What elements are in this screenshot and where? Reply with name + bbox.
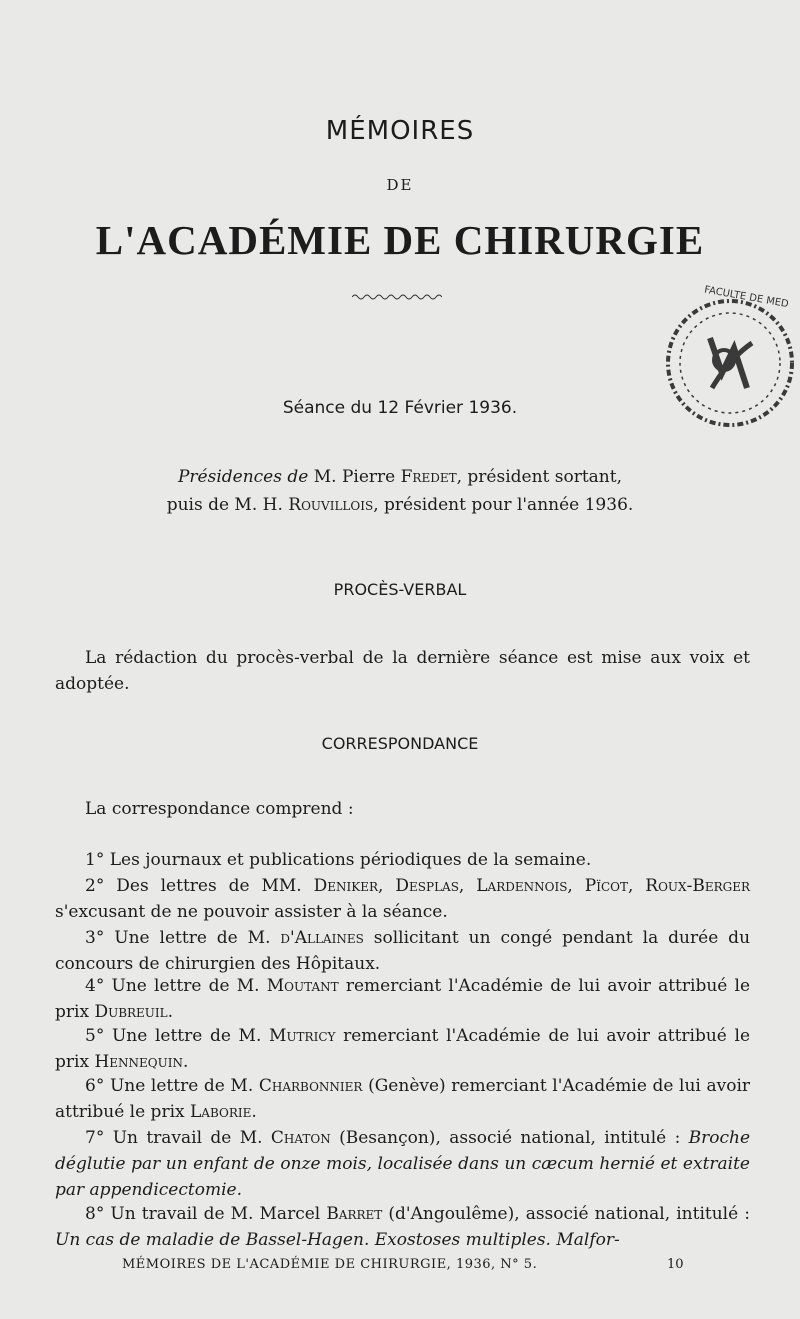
- item-number: 1°: [85, 850, 105, 870]
- page-number: 10: [667, 1257, 684, 1272]
- item-number: 8°: [85, 1204, 105, 1224]
- proces-verbal-heading: PROCÈS-VERBAL: [333, 580, 467, 599]
- item-text: sollicitant un congé pendant la durée du concours de chirurgien des Hôpitaux.: [55, 928, 751, 974]
- item-text: Une lettre de M.: [111, 1026, 262, 1046]
- president-role-2: , président pour l'année 1936.: [373, 495, 634, 515]
- header-de: DE: [386, 176, 414, 194]
- list-item: 4° Une lettre de M. Moutant remerciant l'Académie de lui avoir attribué le prix Dubreuil.: [55, 976, 751, 1022]
- item-text: (Genève) remerciant l'Académie de lui avoir attribué le prix: [55, 1076, 751, 1122]
- prize-name: Dubreuil: [94, 1002, 168, 1022]
- item-number: 3°: [85, 928, 105, 948]
- item-number: 4°: [85, 976, 105, 996]
- list-item: [55, 1201, 750, 1253]
- ornament-squiggle: [352, 292, 442, 302]
- item-text: (d'Angoulême), associé national, intitulé :: [388, 1204, 750, 1224]
- item-number: 2°: [85, 876, 105, 896]
- item-names: Mutricy: [269, 1026, 336, 1046]
- prize-name: Laborie: [190, 1102, 252, 1122]
- presidency-m1: M. Pierre: [313, 467, 396, 487]
- item-text: Une lettre de M.: [111, 976, 260, 996]
- prize-name: Hennequin: [94, 1052, 183, 1072]
- footer-journal: MÉMOIRES DE L'ACADÉMIE DE CHIRURGIE, 1936, N° 5.: [122, 1257, 538, 1272]
- list-item: 5° Une lettre de M. Mutricy remerciant l'Académie de lui avoir attribué le prix Hennequin.: [55, 1026, 751, 1072]
- item-names: d'Allaines: [280, 928, 364, 948]
- item-names: Moutant: [266, 976, 339, 996]
- list-item: [55, 1125, 750, 1203]
- list-item: 6° Une lettre de M. Charbonnier (Genève) remerciant l'Académie de lui avoir attribué le prix Laborie.: [55, 1076, 751, 1122]
- library-stamp-icon: [652, 278, 800, 448]
- work-title: Un cas de maladie de Bassel-Hagen. Exostoses multiples. Malfor-: [55, 1230, 620, 1250]
- item-text: s'excusant de ne pouvoir assister à la séance.: [55, 902, 448, 922]
- item-text: (Besançon), associé national, intitulé :: [339, 1128, 681, 1148]
- correspondance-intro: La correspondance comprend :: [85, 799, 354, 819]
- presidency-line-2: [0, 495, 800, 515]
- president-name-2: Rouvillois: [288, 495, 374, 515]
- item-text: Des lettres de MM.: [116, 876, 302, 896]
- item-text: Une lettre de M.: [114, 928, 271, 948]
- session-title: Séance du 12 Février 1936.: [282, 398, 518, 418]
- list-item: [55, 925, 750, 977]
- item-text: remerciant l'Académie de lui avoir attribué le prix: [55, 1026, 751, 1072]
- correspondance-heading: CORRESPONDANCE: [321, 734, 479, 753]
- item-number: 7°: [85, 1128, 105, 1148]
- item-text: Un travail de M. Marcel: [110, 1204, 321, 1224]
- item-text: Une lettre de M.: [109, 1076, 254, 1096]
- list-item: [55, 873, 750, 925]
- item-names: Barret: [326, 1204, 383, 1224]
- presidency-line-1: [0, 467, 800, 487]
- item-text: Les journaux et publications périodiques de la semaine.: [109, 850, 592, 870]
- work-title: Broche déglutie par un enfant de onze mois, localisée dans un cæcum hernié et extraite par appendicectomie.: [55, 1128, 751, 1200]
- president-name-1: Fredet: [400, 467, 457, 487]
- item-names: Charbonnier: [258, 1076, 363, 1096]
- presidency-puis: puis de M. H.: [166, 495, 283, 515]
- header-memoires: MÉMOIRES: [325, 116, 475, 146]
- item-names: Chaton: [270, 1128, 331, 1148]
- president-role-1: , président sortant,: [456, 467, 622, 487]
- item-text: remerciant l'Académie de lui avoir attribué le prix: [55, 976, 751, 1022]
- item-names: Deniker, Desplas, Lardennois, Pïcot, Roux-Berger: [313, 876, 751, 896]
- header-academie: L'ACADÉMIE DE CHIRURGIE: [95, 217, 705, 263]
- proces-verbal-text: La rédaction du procès-verbal de la dernière séance est mise aux voix et adoptée.: [55, 648, 750, 694]
- list-item: [55, 847, 750, 873]
- presidency-intro: Présidences de: [177, 467, 309, 487]
- svg-text:FACULTE DE MED: FACULTE DE MED: [703, 284, 790, 311]
- item-text: Un travail de M.: [112, 1128, 263, 1148]
- item-number: 5°: [85, 1026, 105, 1046]
- item-number: 6°: [85, 1076, 105, 1096]
